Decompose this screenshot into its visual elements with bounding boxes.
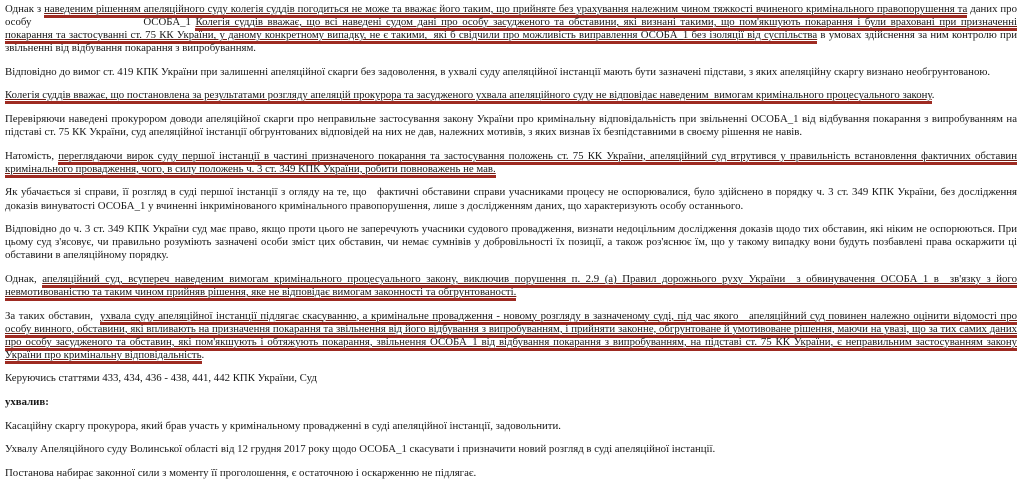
paragraph [5,186,1017,212]
text-segment: Натомість, [5,149,59,162]
text-segment: Перевіряючи наведені прокурором доводи апеляційної скарги про неправильне застосування закону України про кримінальну відповідальність при звільненні ОСОБА_1 від відбування покарання з випробуванням на підставі ст. 75 КК України, суд апеляційної інстанції обгрунтованих відповідей на них не дав, належних мотивів, з яких визнав їх безпідставними в своєму рішення не навів. [5,113,1017,139]
text-segment: . [931,89,935,102]
text-segment: За таких обставин, [5,309,101,322]
text-segment: в умовах здійснення за ним контролю при звільненні від відбування покарання з випробуванням. [5,29,1017,55]
text-segment: даних про особу [5,3,1017,29]
paragraph [5,273,1017,299]
text-segment: Однак з [5,3,45,15]
text-segment: Постанова набирає законної сили з моменту її проголошення, є остаточною і оскарженню не підлягає. [5,466,477,479]
text-segment: ОСОБА_1 [143,16,196,29]
paragraph [5,3,1017,55]
text-segment: Як убачається зі справи, її розгляд в суді першої інстанції з огляду на те, що фактичні обставини справи учасниками процесу не оспорювалися, було здійснено в порядку ч. 3 ст. 349 КПК України, без дослідження доказів винуватості ОСОБА_1 у вчиненні інкримінованого кримінального правопорушення, лише з дослідженням даних, що характеризують особу останнього. [5,186,1017,212]
paragraph [5,150,1017,176]
paragraph [5,89,1017,102]
paragraph [5,443,1017,456]
paragraph [5,113,1017,139]
underlined-passage: апеляційний суд, всупереч наведеним вимогам кримінального процесуального закону, виключив порушення п. 2.9 (а) Правил дорожнього руху України з обвинувачення ОСОБА_1 в зв'язку з його невмотивованістю та таким чином прийняв рішення, яке не відповідає вимогам законності та обгрунтованості. [5,273,1017,301]
paragraph [5,467,1017,480]
text-segment: Однак, [5,272,43,285]
paragraph [5,223,1017,262]
paragraph [5,420,1017,433]
underlined-passage: Колегія суддів вважає, що постановлена за результатами розгляду апеляцій прокурора та засудженого ухвала апеляційного суду не відповідає наведеним вимогам кримінального процесуального закону [5,89,932,104]
underlined-passage: ухвала суду апеляційної інстанції підлягає скасуванню, а кримінальне провадження - новому розгляду в зазначеному суді, під час якого апеляційний суд повинен належно оцінити відомості про особу винного, обставини, які впливають на призначення покарання та звільнення від його відбування з випробуванням, і прийняти законне, обгрунтоване й умотивоване рішення, маючи на увазі, що за тих самих даних про особу засудженого та обставин, які пом'якшують і обтяжують покарання, звільнення ОСОБА_1 від відбування покарання з випробуванням, на підставі ст. 75 КК України, є неправильним застосуванням закону України про кримінальну відповідальність [5,310,1017,364]
text-segment: ухвалив: [5,396,49,409]
text-segment: . [201,348,205,361]
paragraph [5,66,1017,79]
text-segment: Керуючись статтями 433, 434, 436 - 438, 441, 442 КПК України, Суд [5,372,317,385]
paragraph [5,372,1017,385]
paragraph [5,310,1017,362]
underlined-passage: переглядаючи вирок суду першої інстанції в частині призначеного покарання та застосування положень ст. 75 КК України, апеляційний суд втрутився у правильність встановлення фактичних обставин кримінального провадження, чого, в силу положень ч. 3 ст. 349 КПК України, робити повноважень не мав. [5,150,1017,178]
paragraph [5,396,1017,409]
text-segment: Ухвалу Апеляційного суду Волинської області від 12 грудня 2017 року щодо ОСОБА_1 скасувати і призначити новий розгляд в суді апеляційної інстанції. [5,443,716,456]
text-segment: Відповідно до вимог ст. 419 КПК України при залишенні апеляційної скарги без задоволення, в ухвалі суду апеляційної інстанції мають бути зазначені підстави, з яких апеляційну скаргу визнано необгрунтованою. [5,65,991,78]
underlined-passage: Колегія суддів вважає, що всі наведені судом дані про особу засудженого та обставини, які визнані такими, що пом'якшують покарання і були враховані при призначенні покарання та застосуванні ст. 75 КК України, у даному конкретному випадку, не є такими, які б свідчили про можливість виправлення ОСОБА_1 без ізоляції від суспільства [5,16,1017,44]
underlined-passage: наведеним рішенням апеляційного суду колегія суддів погодиться не може та вважає його таким, що прийняте без урахування належним чином тяжкості вчиненого кримінального правопорушення та [44,3,967,18]
redacted-gap [31,24,143,25]
text-segment: Касаційну скаргу прокурора, який брав участь у кримінальному провадженні в суді апеляційної інстанції, задовольнити. [5,419,561,432]
text-segment: Відповідно до ч. 3 ст. 349 КПК України суд має право, якщо проти цього не заперечують учасники судового провадження, визнати недоцільним дослідження доказів щодо тих обставин, які ніким не оспорюються. При цьому суд з'ясовує, чи правильно розуміють зазначені особи зміст цих обставин, чи немає сумнівів у добровільності їх позиції, а також роз'яснює їм, що у такому випадку вони будуть позбавлені права оскаржити ці обставини в апеляційному порядку. [5,223,1017,262]
